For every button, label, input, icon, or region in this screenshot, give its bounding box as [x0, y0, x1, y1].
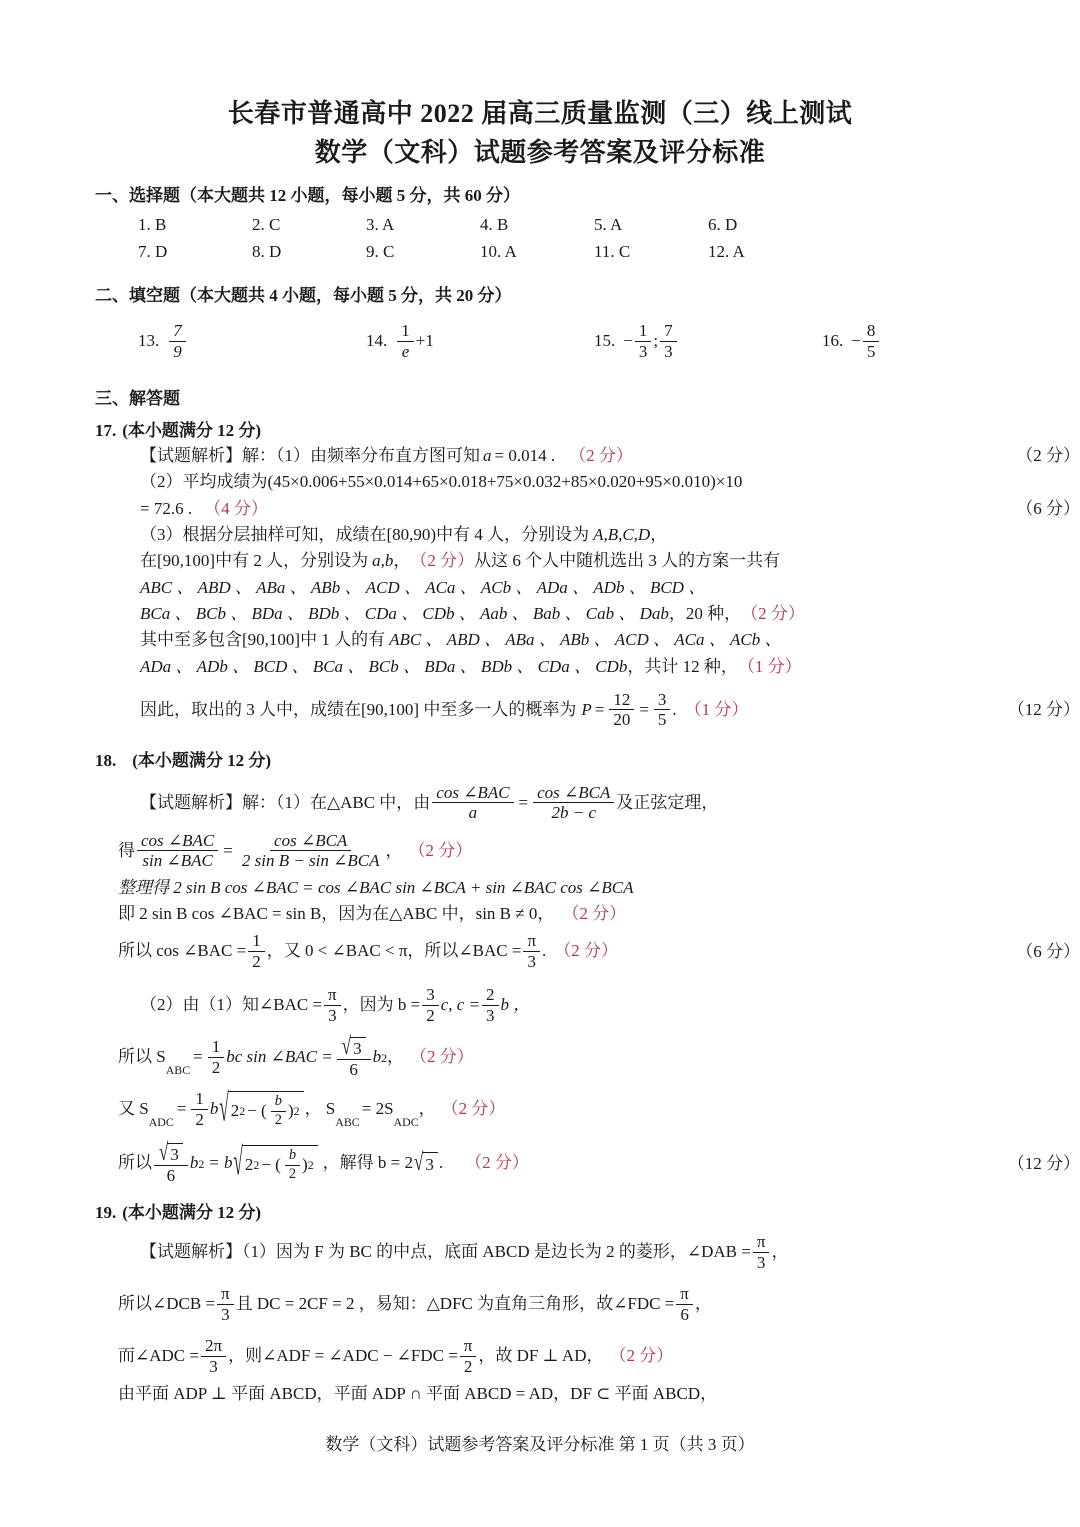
subscript: ABC [335, 1115, 360, 1130]
score-annotation: （2 分） [609, 1346, 674, 1366]
fraction: $\frac{b}{2}$ [285, 1148, 300, 1181]
fraction: $\frac{2}{3}$ [482, 986, 499, 1025]
choice-answer: 4. B [480, 214, 509, 234]
sqrt-icon: √ 3 [159, 1143, 183, 1164]
minus-sign: − [623, 331, 633, 351]
choice-answer: 3. A [366, 214, 395, 234]
q17-line-6: ABC 、 ABD 、 ABa 、 ABb 、 ACD 、 ACa 、 ACb 、 ADa 、 ADb 、 BCD 、 [140, 577, 706, 597]
q18-line-5: 所以 cos ∠BAC = $\frac{1}{2}$ ，又 0 < ∠BAC < π，所以∠BAC = $\frac{\pi}{3}$ . （2 分） （6 分） [118, 931, 1080, 972]
fraction: $\frac{7}{3}$ [660, 322, 677, 361]
margin-score: （6 分） [1016, 941, 1080, 961]
fraction: $\frac{\pi}{6}$ [676, 1285, 693, 1324]
score-annotation: （2 分） [410, 551, 475, 571]
subscript: ABC [165, 1063, 191, 1078]
fraction: $\frac{1}{3}$ [635, 322, 652, 361]
score-annotation: （4 分） [204, 498, 268, 518]
choice-answer: 9. C [366, 241, 395, 261]
page-title-line1: 长春市普通高中 2022 届高三质量监测（三）线上测试 [227, 99, 853, 128]
score-annotation: （1 分） [737, 656, 802, 676]
score-annotation: （2 分） [410, 1047, 474, 1067]
fraction: $\frac{1}{2}$ [248, 932, 265, 971]
blank-answer-14: 14. $\frac{1}{e}$ +1 [366, 321, 434, 361]
fraction: $\frac{\text{cos ∠BAC}}{\text{sin ∠BAC}}$ [137, 832, 218, 871]
q17-line-4: （3）根据分层抽样可知，成绩在[80,90) 中有 4 人，分别设为 A,B,C,D ， [140, 524, 668, 544]
choice-answer: 10. A [480, 241, 517, 261]
q19-line-2: 所以∠DCB = $\frac{\pi}{3}$ 且 DC = 2CF = 2 ，易知：△DFC 为直角三角形，故∠FDC = $\frac{\pi}{6}$ ， [118, 1284, 712, 1325]
fraction: $\frac{8}{5}$ [863, 322, 880, 361]
question-18-header: 18. (本小题满分 12 分) [95, 750, 272, 770]
fraction: $\frac{b}{2}$ [271, 1094, 286, 1127]
fraction-with-radical: √ 3 6 [337, 1037, 371, 1079]
fraction: $\frac{\pi}{3}$ [217, 1285, 234, 1324]
score-annotation: （2 分） [562, 904, 627, 924]
question-17-header: 17. (本小题满分 12 分) [95, 420, 262, 440]
choice-answer: 1. B [138, 214, 167, 234]
score-annotation: （2 分） [441, 1099, 506, 1119]
q18-line-1: 【试题解析】解：（1）在△ABC 中，由 $\frac{\text{cos ∠BAC}}{a}$ = $\frac{\text{cos ∠BCA}}{2b - c}$ 及正弦定理， [140, 782, 719, 823]
fraction: $\frac{\pi}{3}$ [324, 986, 341, 1025]
q19-line-1: 【试题解析】（1）因为 F 为 BC 的中点，底面 ABCD 是边长为 2 的菱形，∠DAB = $\frac{\pi}{3}$ ， [140, 1232, 789, 1273]
page-title-line2: 数学（文科）试题参考答案及评分标准 [314, 137, 766, 167]
choice-answer: 11. C [594, 241, 631, 261]
margin-score: （12 分） [1007, 1153, 1080, 1173]
fraction: $\frac{3}{5}$ [654, 691, 671, 730]
score-annotation: （2 分） [741, 603, 805, 623]
separator: ; [653, 331, 659, 351]
q17-line-9: ADa 、 ADb 、 BCD 、 BCa 、 BCb 、 BDa 、 BDb 、 CDa 、 CDb ，共计 12 种， （1 分） [140, 654, 1080, 680]
score-annotation: （2 分） [465, 1153, 529, 1173]
choice-answer: 2. C [252, 214, 281, 234]
q17-line-1: 【试题解析】解：（1）由频率分布直方图可知 a = 0.014 . （2 分） （2 分） [140, 443, 1080, 469]
blank-answers-row [138, 312, 1080, 370]
section-heading-choice: 一、选择题（本大题共 12 小题，每小题 5 分，共 60 分） [95, 186, 520, 205]
score-annotation: （2 分） [569, 445, 633, 465]
question-19-header: 19. (本小题满分 12 分) [95, 1202, 262, 1222]
q17-line-7: BCa 、 BCb 、 BDa 、 BDb 、 CDa 、 CDb 、 Aab 、 Bab 、 Cab 、 Dab ，20 种， （2 分） [140, 601, 1080, 627]
subscript: ADC [148, 1115, 174, 1130]
q19-line-4: 由平面 ADP ⊥ 平面 ABCD，平面 ADP ∩ 平面 ABCD = AD，DF ⊂ 平面 ABCD， [118, 1383, 718, 1403]
fraction: $\frac{7}{9}$ [169, 322, 186, 361]
q17-line-5: 在[90,100]中有 2 人，分别设为 a,b ， （2 分） 从这 6 个人中随机选出 3 人的方案一共有 [140, 548, 1080, 574]
q17-line-10: 因此，取出的 3 人中，成绩在[90,100] 中至多一人的概率为 P = $\frac{12}{20}$ = $\frac{3}{5}$ . （1 分） （12 分） [140, 689, 1080, 730]
choice-answers-row-2 [138, 238, 1080, 265]
q18-line-9: 所以 √ 3 6 b 2 = b √ 2 2 − ( $\frac{b}{2}$ ) 2 ，解得 b = 2 √ 3 . （2 分） （12 分） [118, 1138, 1080, 1185]
margin-score: （12 分） [1007, 699, 1080, 719]
q18-line-7: 所以 S ABC = $\frac{1}{2}$ bc sin ∠BAC = √ 3 6 b 2 ， （2 分） [118, 1034, 1080, 1082]
q19-line-3: 而∠ADC = $\frac{2\pi}{3}$ ，则∠ADF = ∠ADC − ∠FDC = $\frac{\pi}{2}$ ，故 DF ⊥ AD， （2 分） [118, 1336, 674, 1377]
sqrt-icon: √ 2 2 − ( $\frac{b}{2}$ ) 2 [234, 1145, 318, 1181]
q18-line-2: 得 $\frac{\text{cos ∠BAC}}{\text{sin ∠BAC}}$ = $\frac{\text{cos ∠BCA}}{\text{2 sin B − sin ∠BCA}}$ ， （2 分） [118, 830, 473, 871]
q18-line-3: 整理得 2 sin B cos ∠BAC = cos ∠BAC sin ∠BCA + sin ∠BAC cos ∠BCA [118, 877, 634, 897]
margin-score: （2 分） [1016, 445, 1080, 465]
q17-line-8: 其中至多包含[90,100]中 1 人的有 ABC 、 ABD 、 ABa 、 ABb 、 ACD 、 ACa 、 ACb 、 [140, 630, 782, 650]
fraction: $\frac{1}{2}$ [191, 1090, 208, 1129]
margin-score: （6 分） [1016, 498, 1080, 518]
fraction: $\frac{1}{e}$ [397, 322, 414, 361]
choice-answer: 8. D [252, 241, 282, 261]
score-annotation: （2 分） [408, 840, 473, 860]
section-heading-blank: 二、填空题（本大题共 4 小题，每小题 5 分，共 20 分） [95, 285, 512, 305]
fraction-with-radical: √ 3 6 [154, 1143, 188, 1185]
choice-answer: 5. A [594, 214, 623, 234]
sqrt-icon: √ 2 2 − ( $\frac{b}{2}$ ) 2 [219, 1091, 303, 1127]
fraction: $\frac{\text{cos ∠BAC}}{a}$ [432, 784, 513, 823]
blank-answer-13: 13. $\frac{7}{9}$ [138, 322, 366, 361]
q17-line-3: = 72.6 . （4 分） （6 分） [140, 496, 1080, 522]
q17-line-2: （2）平均成绩为(45×0.006+55×0.014+65×0.018+75×0.032+85×0.020+95×0.010)×10 [140, 472, 743, 492]
fraction: $\frac{12}{20}$ [609, 691, 634, 730]
subscript: ADC [393, 1115, 419, 1130]
fraction: $\frac{3}{2}$ [422, 986, 439, 1025]
fraction: $\frac{1}{2}$ [208, 1038, 225, 1077]
blank-answer-16: 16. − $\frac{8}{5}$ [822, 322, 1050, 361]
q18-line-8: 又 S ADC = $\frac{1}{2}$ b √ 2 2 − ( $\frac{b}{2}$ ) 2 ， S ABC = 2S ADC ， （2 分） [118, 1086, 1080, 1134]
fraction: $\frac{\pi}{2}$ [460, 1337, 477, 1376]
fraction: $\frac{\pi}{3}$ [753, 1233, 770, 1272]
sqrt-icon: √ 3 [342, 1037, 366, 1058]
page-footer: 数学（文科）试题参考答案及评分标准 第 1 页（共 3 页） [325, 1435, 755, 1454]
minus-sign: − [851, 331, 861, 351]
choice-answer: 12. A [708, 241, 745, 261]
score-annotation: （2 分） [554, 941, 619, 961]
fraction: $\frac{\pi}{3}$ [523, 932, 540, 971]
fraction: $\frac{\text{cos ∠BCA}}{\text{2 sin B − sin ∠BCA}}$ [241, 830, 380, 871]
fraction: $\frac{2\pi}{3}$ [201, 1337, 226, 1376]
score-annotation: （1 分） [684, 699, 749, 719]
choice-answer: 6. D [708, 214, 738, 234]
blank-answer-15: 15. − $\frac{1}{3}$ ; $\frac{7}{3}$ [594, 322, 822, 361]
choice-answer: 7. D [138, 241, 168, 261]
fraction: $\frac{\text{cos ∠BCA}}{2b - c}$ [533, 784, 614, 823]
blank-suffix: +1 [415, 331, 434, 351]
q18-line-6: （2）由（1）知∠BAC = $\frac{\pi}{3}$ ，因为 b = $\frac{3}{2}$ c, c = $\frac{2}{3}$ b ， [140, 985, 531, 1026]
choice-answers-row-1 [138, 211, 1080, 238]
sqrt-icon: √ 3 [414, 1152, 438, 1175]
exponent: 2 [381, 1050, 388, 1065]
section-heading-solution: 三、解答题 [95, 389, 180, 409]
q18-line-4: 即 2 sin B cos ∠BAC = sin B，因为在△ABC 中，sin B ≠ 0， （2 分） [118, 901, 1080, 927]
